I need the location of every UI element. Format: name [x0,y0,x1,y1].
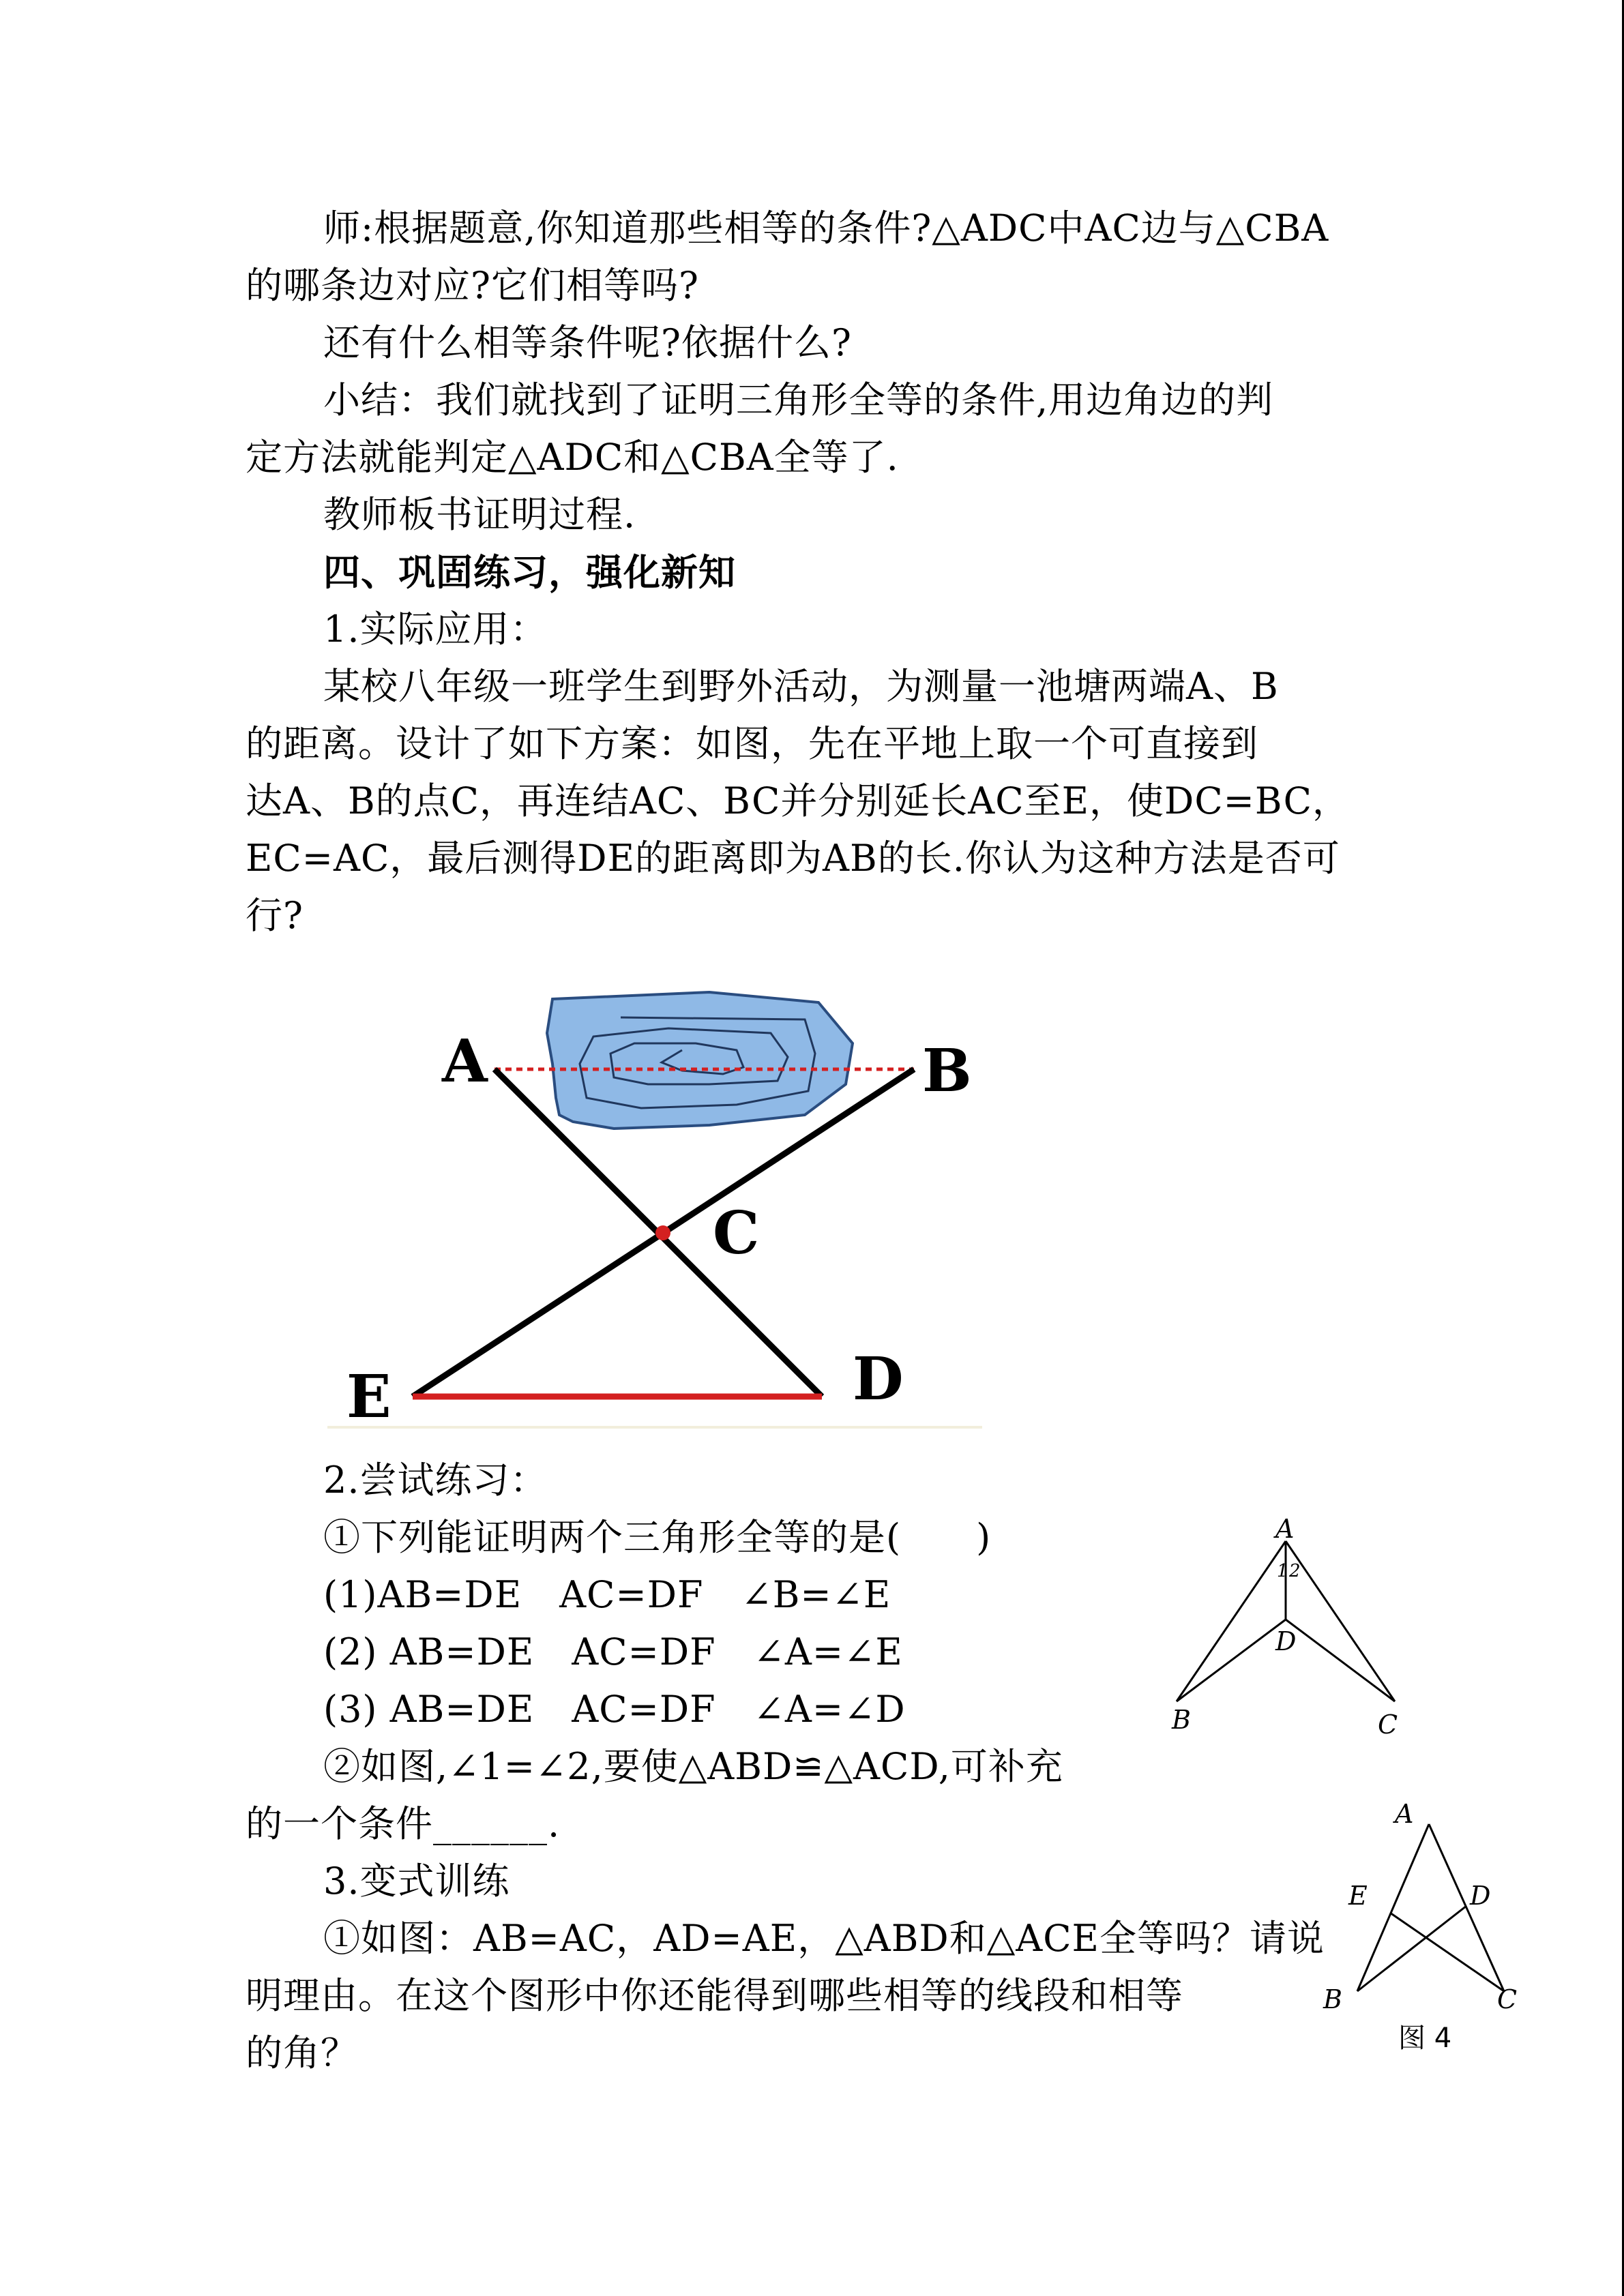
exercise-question: ②如图,∠1=∠2,要使△ABD≌△ACD,可补充 [323,1745,1063,1788]
point-c [655,1225,670,1240]
label-a: A [442,1027,488,1096]
subsection-title: 1.实际应用： [323,608,548,651]
exercise-question: 的一个条件______. [246,1802,561,1845]
pond-figure [327,982,982,1432]
paragraph-line: 教师板书证明过程. [323,493,636,536]
paragraph-line: 师:根据题意,你知道那些相等的条件?△ADC中AC边与△CBA [323,207,1329,250]
triangle-figure-1 [1160,1514,1419,1746]
label-a: A [1395,1799,1414,1829]
paragraph-line: 小结：我们就找到了证明三角形全等的条件,用边角边的判 [323,378,1274,421]
paragraph-line: EC=AC，最后测得DE的距离即为AB的长.你认为这种方法是否可 [246,837,1340,880]
label-a: A [1275,1514,1295,1544]
option-2: (2) AB=DE AC=DF ∠A=∠E [323,1630,903,1673]
paragraph-line: 达A、B的点C，再连结AC、BC并分别延长AC至E，使DC=BC， [246,779,1350,822]
paragraph-line: 行? [246,894,304,937]
paragraph-line: 的角？ [246,2031,358,2074]
label-b: B [1172,1705,1191,1735]
paragraph-line: 的距离。设计了如下方案：如图，先在平地上取一个可直接到 [246,722,1258,765]
triangle-figure-2 [1316,1793,1541,2080]
label-c: C [1378,1710,1398,1740]
section-heading: 四、巩固练习，强化新知 [323,550,736,594]
paragraph-line: ①如图：AB=AC，AD=AE，△ABD和△ACE全等吗？请说 [323,1917,1325,1960]
label-c: C [1497,1984,1518,2014]
option-3: (3) AB=DE AC=DF ∠A=∠D [323,1688,906,1731]
option-1: (1)AB=DE AC=DF ∠B=∠E [323,1573,891,1616]
paragraph-line: 的哪条边对应?它们相等吗? [246,264,699,307]
label-d: D [853,1345,904,1414]
subsection-title: 3.变式训练 [323,1860,510,1903]
subsection-title: 2.尝试练习： [323,1459,548,1502]
figure-caption: 图 4 [1398,2023,1452,2054]
paragraph-line: 还有什么相等条件呢?依据什么? [323,321,852,364]
label-angle-1: 1 [1277,1561,1288,1581]
pond-shape [547,992,853,1129]
label-b: B [1323,1984,1342,2014]
label-c: C [713,1199,760,1268]
label-e: E [346,1362,392,1431]
label-d: D [1470,1881,1491,1911]
label-e: E [1348,1881,1368,1911]
paragraph-line: 定方法就能判定△ADC和△CBA全等了. [246,436,899,479]
paragraph-line: 某校八年级一班学生到野外活动，为测量一池塘两端A、B [323,665,1279,708]
exercise-question: ①下列能证明两个三角形全等的是( ) [323,1516,992,1559]
label-angle-2: 2 [1289,1561,1301,1581]
paragraph-line: 明理由。在这个图形中你还能得到哪些相等的线段和相等 [246,1974,1183,2017]
label-b: B [922,1037,972,1105]
label-d: D [1275,1626,1297,1656]
